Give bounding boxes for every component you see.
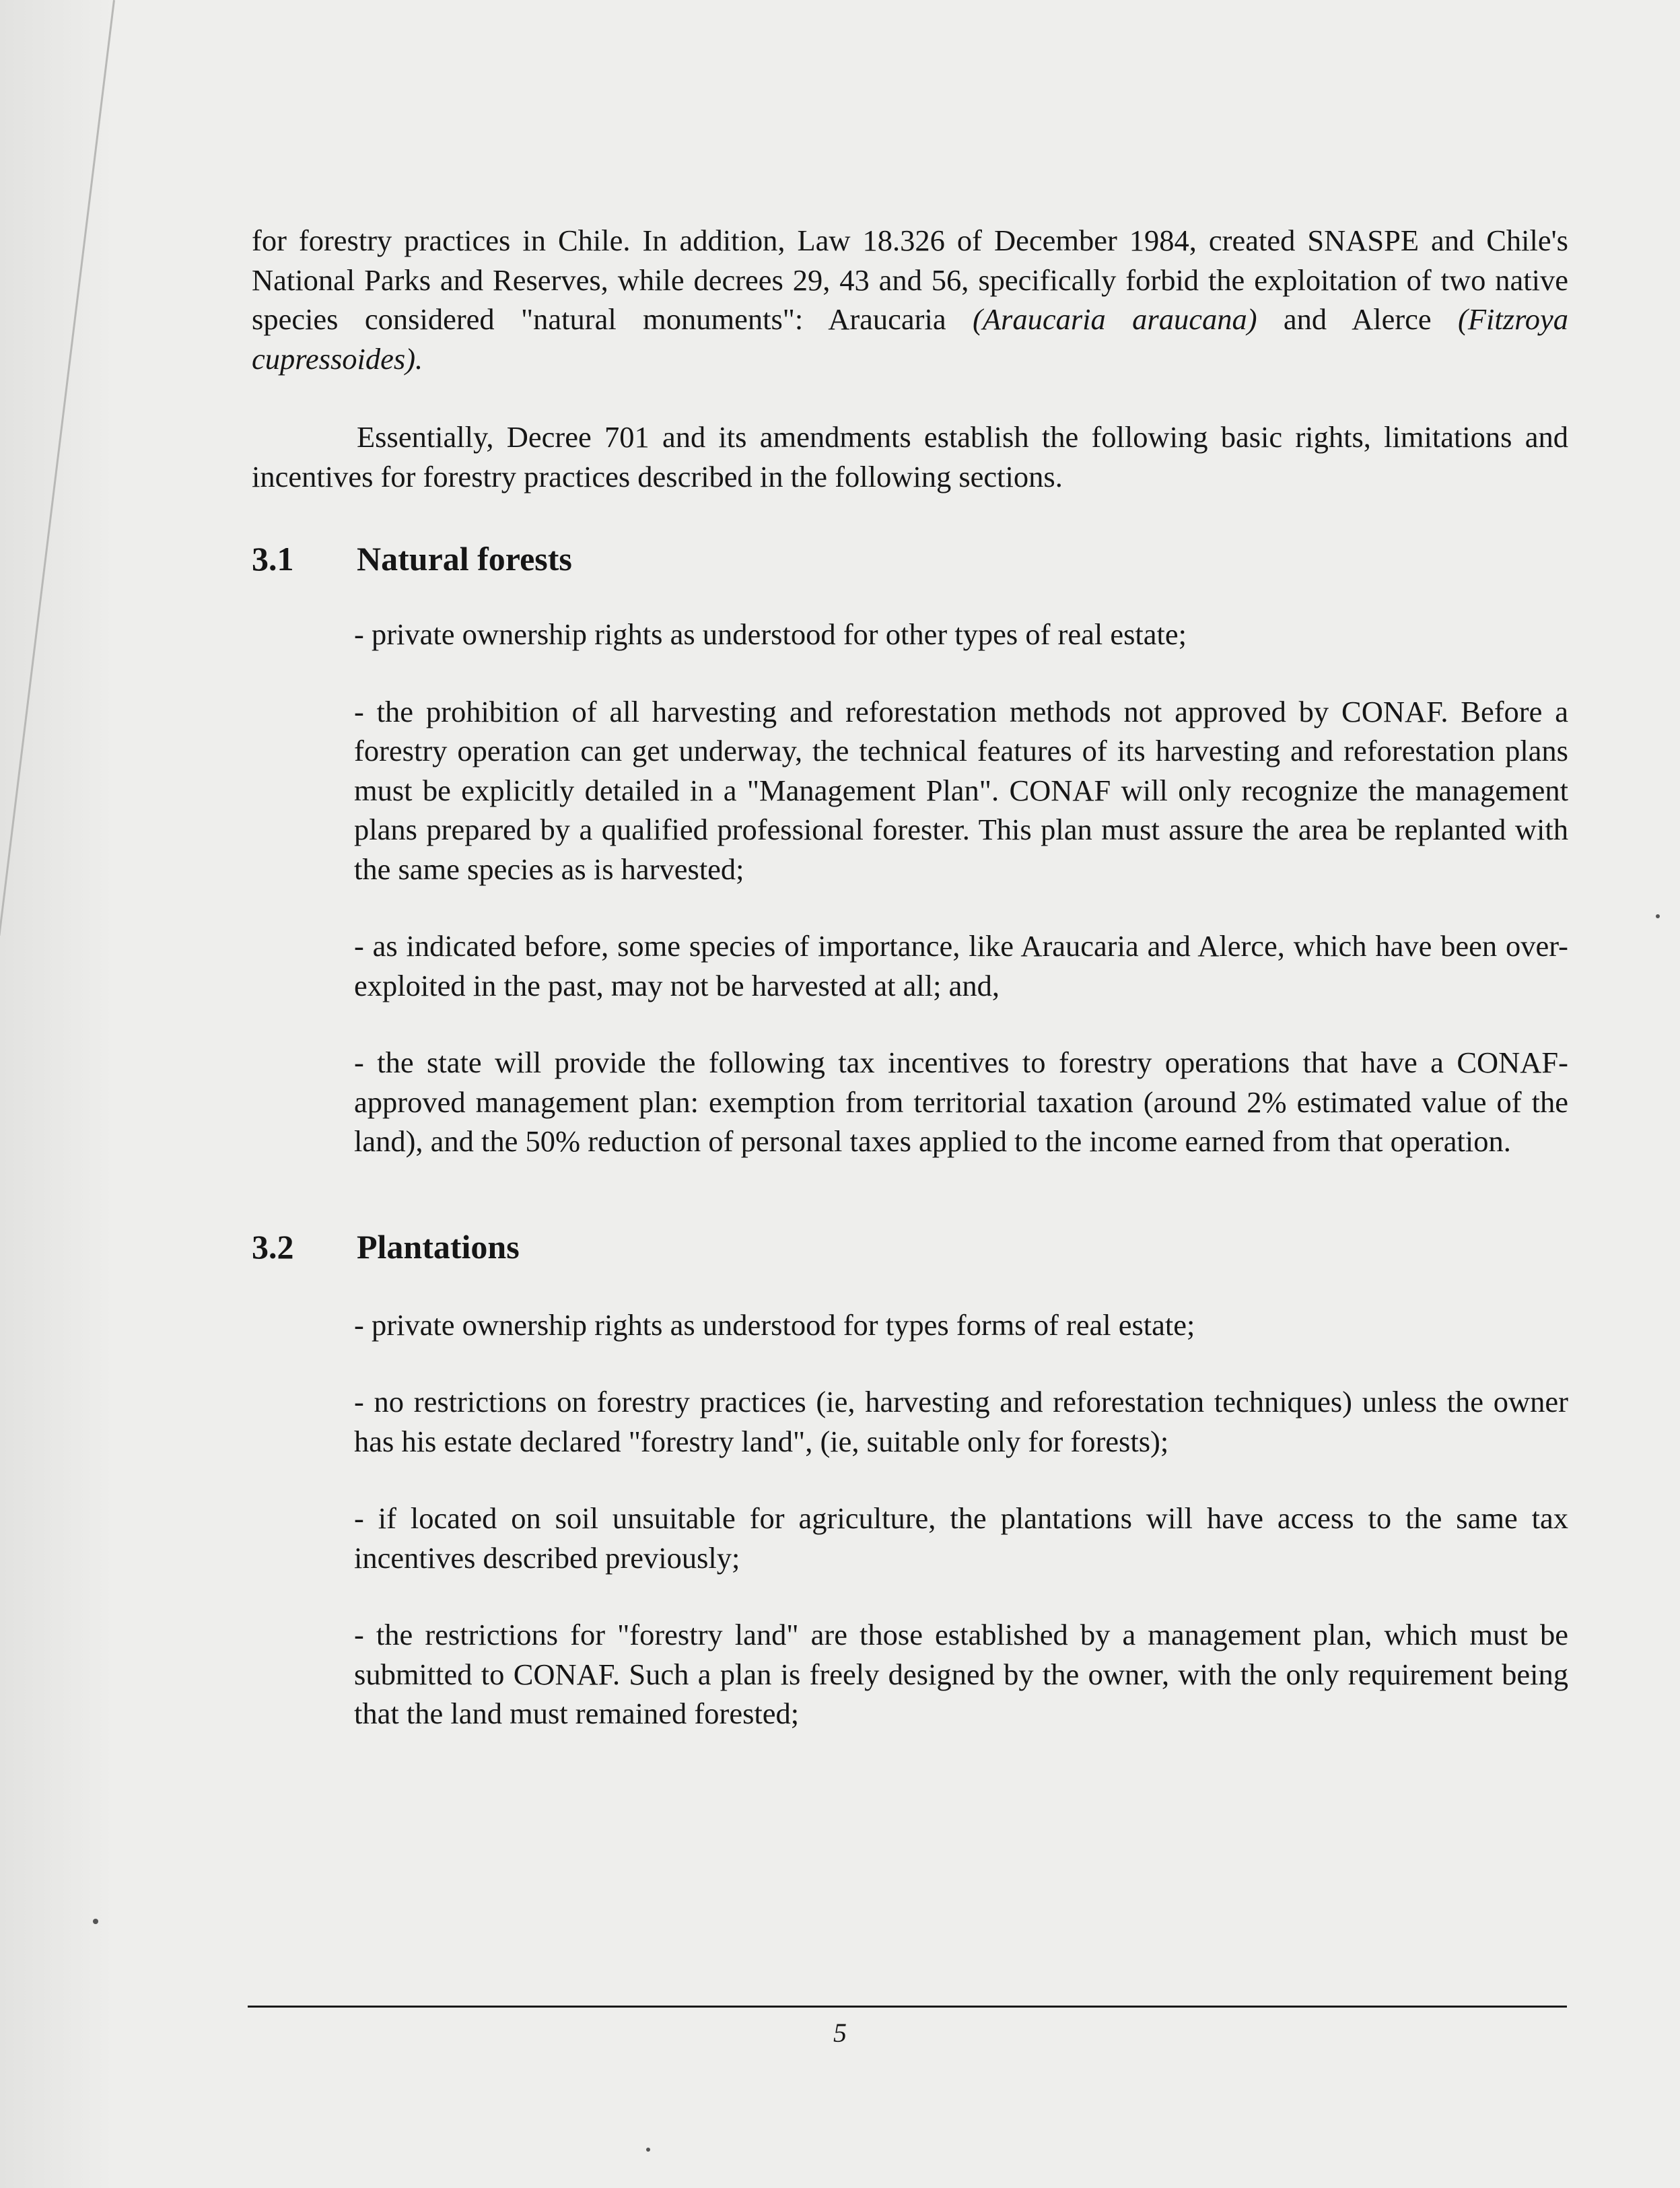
list-item: - if located on soil unsuitable for agriculture, the plantations will have access to the same tax incentives described previously; [354,1501,1568,1575]
section-heading-natural-forests [252,538,1568,580]
section-number: 3.1 [252,540,294,578]
footer-rule [248,2006,1567,2008]
intro-paragraph-2: Essentially, Decree 701 and its amendments establish the following basic rights, limitations and incentives for forestry practices described in the following sections. [252,420,1568,493]
scan-speck [646,2148,650,2152]
list-item: - the state will provide the following tax incentives to forestry operations that have a CONAF-approved management plan: exemption from territorial taxation (around 2% estimated value of the land), and the 50% reduction of personal taxes applied to the income earned from that operation. [354,1046,1568,1158]
section-title: Plantations [357,1227,520,1266]
section-title: Natural forests [357,540,572,578]
scan-speck [1656,914,1660,918]
intro-text-2: and Alerce [1257,302,1459,336]
intro-text: for forestry practices in Chile. In addition, Law 18.326 of December 1984, created SNASPE and Chile's National Parks and Reserves, while decrees 29, 43 and 56, specifically forbid the exploitation of two native species considered "natural monuments": Araucaria [252,224,1568,336]
list-item: - the restrictions for "forestry land" are those established by a management plan, which must be submitted to CONAF. Such a plan is freely designed by the owner, with the only requirement being that the land must remained forested; [354,1618,1568,1730]
page-number: 5 [833,2018,847,2048]
list-item: - as indicated before, some species of importance, like Araucaria and Alerce, which have been over-exploited in the past, may not be harvested at all; and, [354,929,1568,1002]
list-item: - the prohibition of all harvesting and reforestation methods not approved by CONAF. Before a forestry operation can get underway, the technical features of its harvesting and reforestation plans must be explicitly detailed in a "Management Plan". CONAF will only recognize the management plans prepared by a qualified professional forester. This plan must assure the area be replanted with the same species as is harvested; [354,694,1568,886]
alerce-latin-name: (Fitzroya cupressoides). [252,302,1569,376]
intro-paragraph-1 [252,221,1568,378]
list-item: - private ownership rights as understood for other types of real estate; [354,617,1187,651]
list-item: - private ownership rights as understood for types forms of real estate; [354,1307,1195,1342]
section-number: 3.2 [252,1227,294,1266]
document-body [252,221,1568,1763]
scan-speck [93,1919,98,1924]
list-item: - no restrictions on forestry practices (ie, harvesting and reforestation techniques) unless the owner has his estate declared "forestry land", (ie, suitable only for forests); [354,1385,1568,1458]
page-left-margin-shade [0,0,114,2188]
araucaria-latin-name: (Araucaria araucana) [973,302,1257,336]
section-heading-plantations [252,1226,1568,1268]
